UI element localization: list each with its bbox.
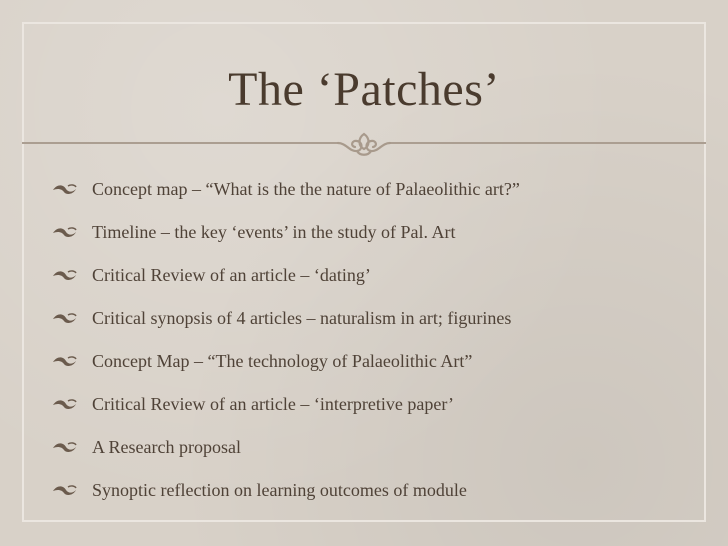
list-item: [52, 297, 692, 340]
list-item: [52, 168, 692, 211]
fleuron-icon: [52, 441, 78, 455]
list-item: [52, 340, 692, 383]
list-item: [52, 469, 692, 512]
bullet-list: [52, 168, 692, 512]
list-item-text: Critical synopsis of 4 articles – naturalism in art; figurines: [92, 308, 512, 328]
slide-title: The ‘Patches’: [228, 63, 500, 116]
list-item-text: Timeline – the key ‘events’ in the study of Pal. Art: [92, 222, 456, 242]
list-item-text: Concept map – “What is the the nature of Palaeolithic art?”: [92, 179, 520, 199]
fleuron-icon: [52, 484, 78, 498]
fleuron-icon: [52, 226, 78, 240]
fleuron-icon: [52, 398, 78, 412]
fleuron-icon: [52, 355, 78, 369]
list-item: [52, 211, 692, 254]
list-item: [52, 426, 692, 469]
list-item: [52, 383, 692, 426]
list-item-text: Concept Map – “The technology of Palaeolithic Art”: [92, 351, 473, 371]
title-divider: [0, 130, 728, 160]
list-item-text: A Research proposal: [92, 437, 241, 457]
list-item-text: Critical Review of an article – ‘interpretive paper’: [92, 394, 455, 414]
list-item: [52, 254, 692, 297]
fleuron-icon: [52, 312, 78, 326]
list-item-text: Critical Review of an article – ‘dating’: [92, 265, 371, 285]
fleuron-icon: [52, 183, 78, 197]
fleuron-icon: [52, 269, 78, 283]
ornament-icon: [0, 130, 728, 160]
list-item-text: Synoptic reflection on learning outcomes of module: [92, 480, 467, 500]
